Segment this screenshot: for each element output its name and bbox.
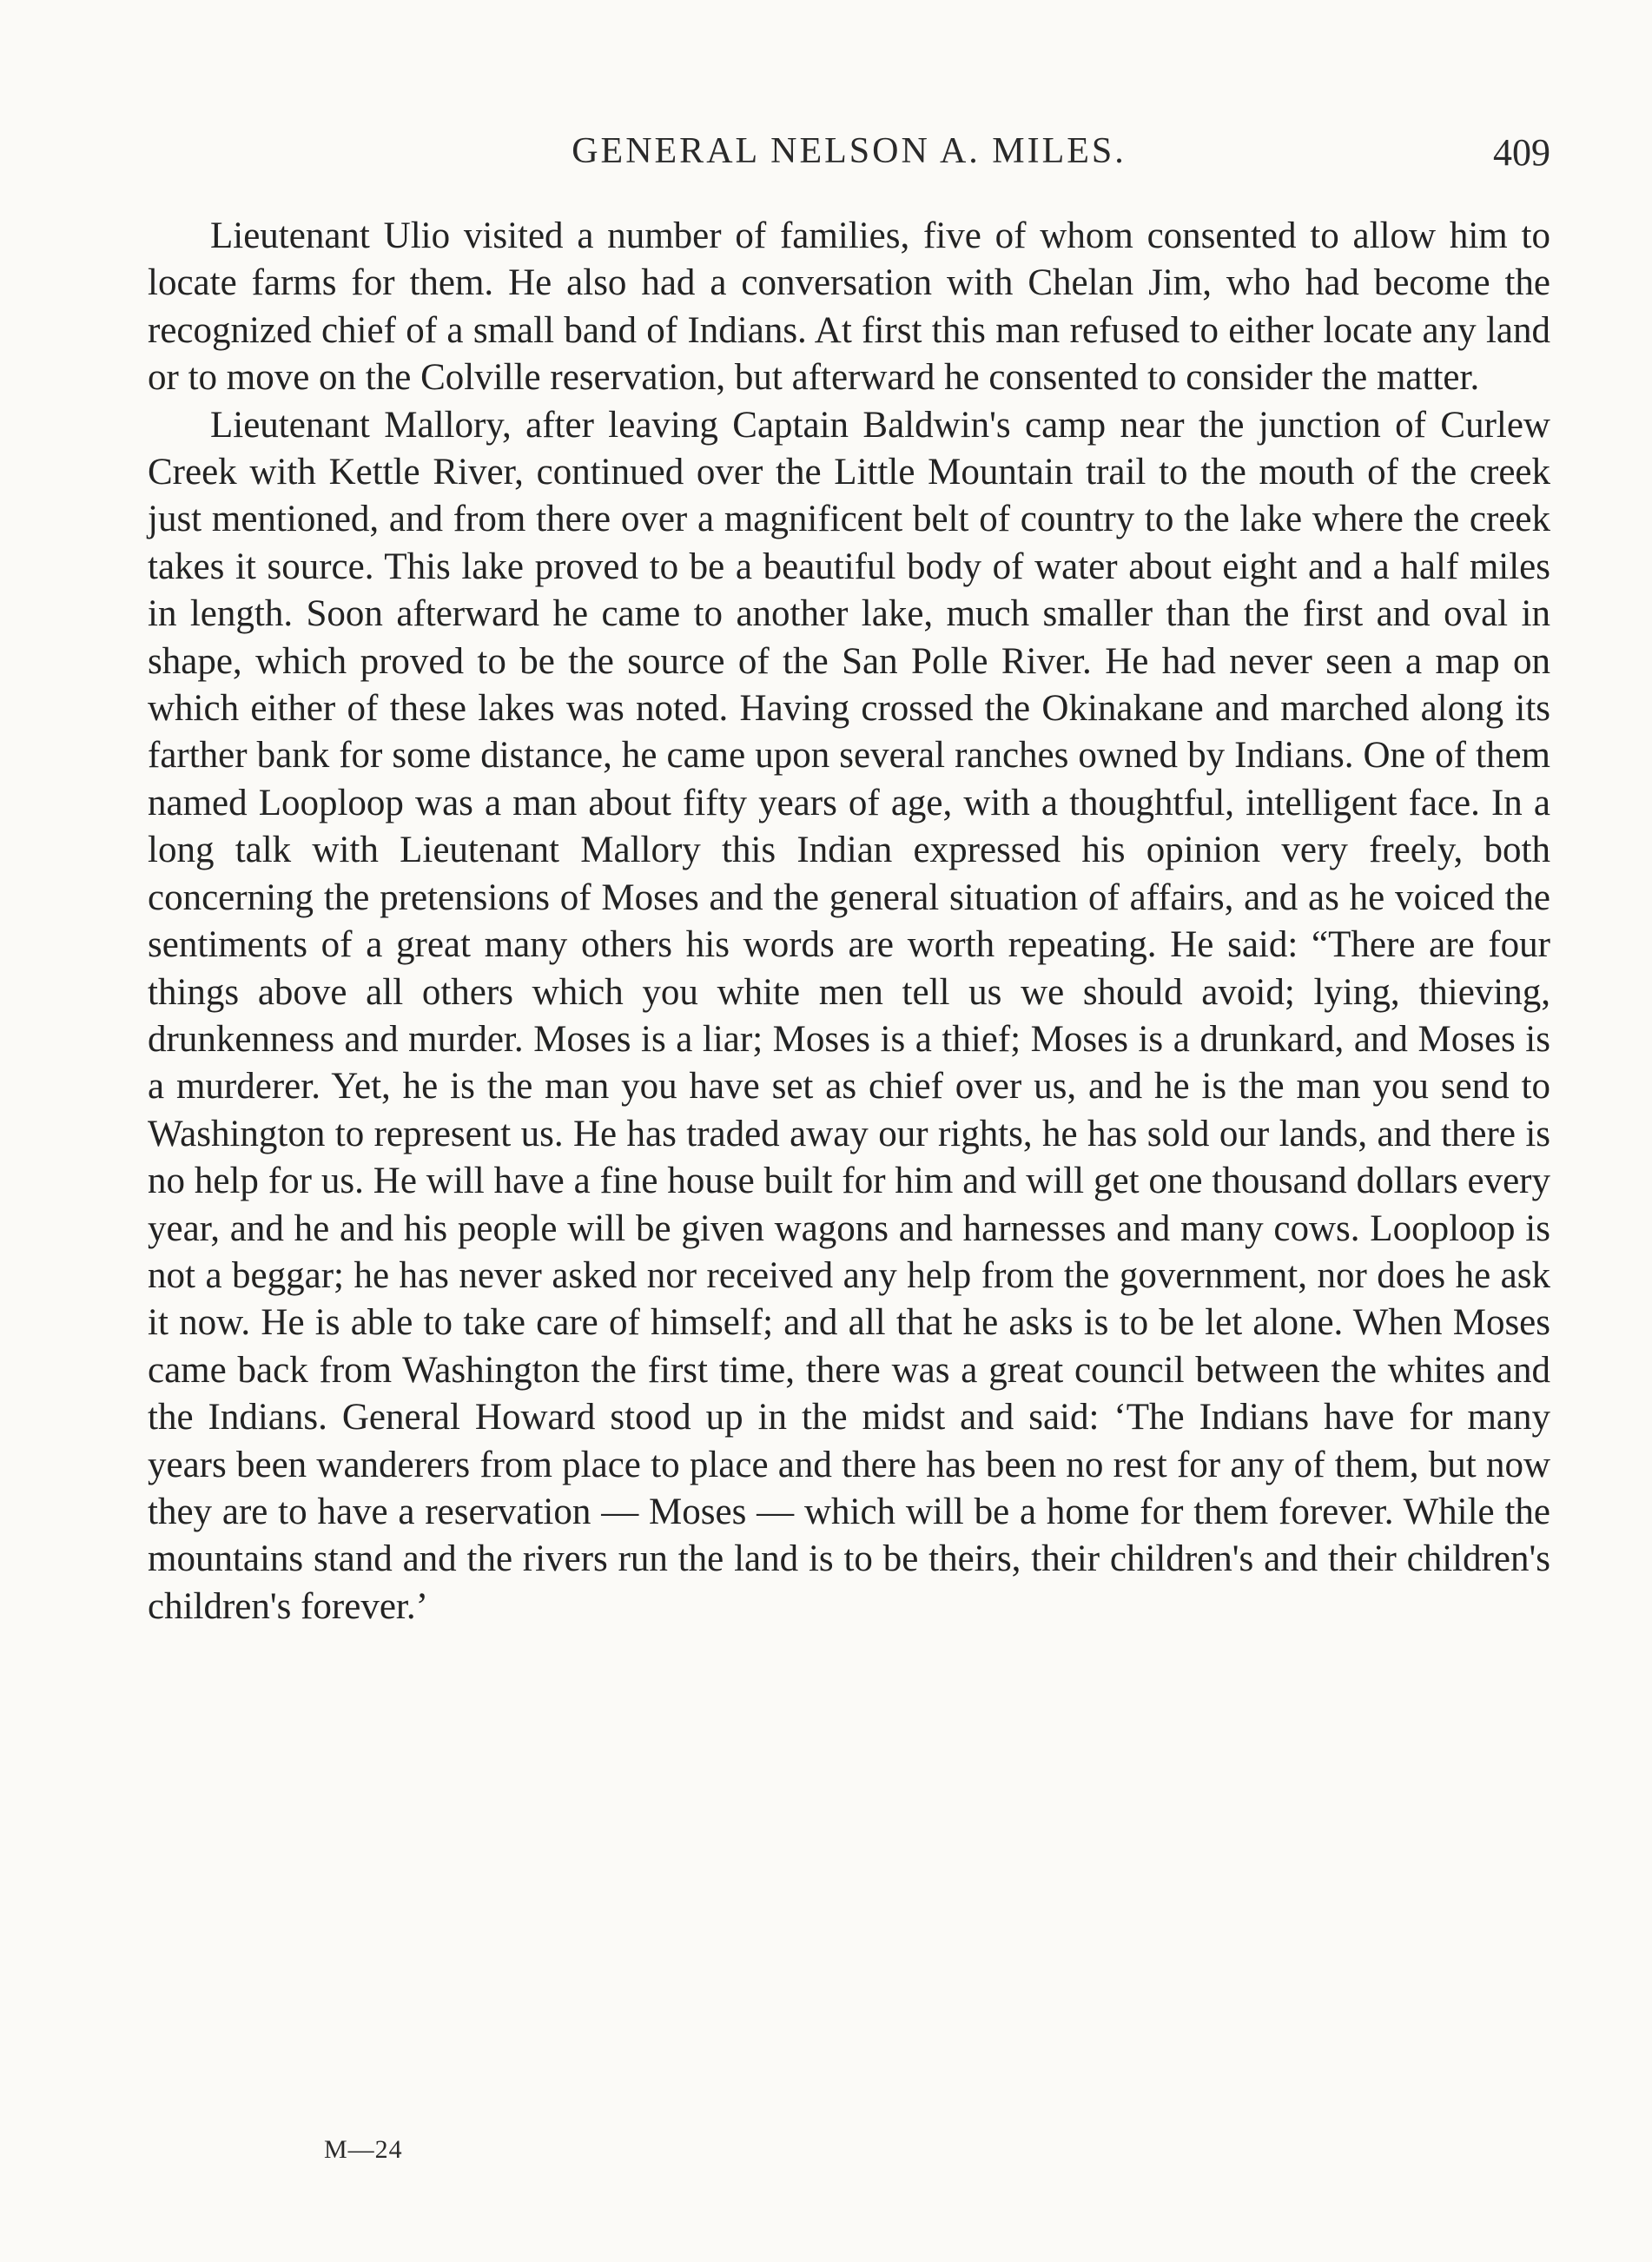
paragraph: Lieutenant Ulio visited a number of families, five of whom consented to allow him to locate farms for them. He also had a conversation with Chelan Jim, who had become the recognized chief of a small band of Indians. At first this man refused to either locate any land or to move on the Colville reservation, but afterward he consented to consider the matter. (148, 215, 1550, 399)
page-number: 409 (1493, 131, 1550, 174)
body-text (148, 213, 1550, 1630)
running-head (148, 130, 1550, 182)
signature-mark: M—24 (324, 2135, 403, 2164)
running-title: GENERAL NELSON A. MILES. (572, 131, 1127, 171)
paragraph: Lieutenant Mallory, after leaving Captain Baldwin's camp near the junction of Curlew Creek with Kettle River, continued over the Little Mountain trail to the mouth of the creek just mentioned, and from there over a magnificent belt of country to the lake where the creek takes it source. This lake proved to be a beautiful body of water about eight and a half miles in length. Soon afterward he came to another lake, much smaller than the first and oval in shape, which proved to be the source of the San Polle River. He had never seen a map on which either of these lakes was noted. Having crossed the Okinakane and marched along its farther bank for some distance, he came upon several ranches owned by Indians. One of them named Looploop was a man about fifty years of age, with a thoughtful, intelligent face. In a long talk with Lieutenant Mallory this Indian expressed his opinion very freely, both concerning the pretensions of Moses and the general situation of affairs, and as he voiced the sentiments of a great many others his words are worth repeating. He said: “There are four things above all others which you white men tell us we should avoid; lying, thieving, drunkenness and murder. Moses is a liar; Moses is a thief; Moses is a drunkard, and Moses is a murderer. Yet, he is the man you have set as chief over us, and he is the man you send to Washington to represent us. He has traded away our rights, he has sold our lands, and there is no help for us. He will have a fine house built for him and will get one thousand dollars every year, and he and his people will be given wagons and harnesses and many cows. Looploop is not a beggar; he has never asked nor received any help from the government, nor does he ask it now. He is able to take care of himself; and all that he asks is to be let alone. When Moses came back from Washington the first time, there was a great council between the whites and the Indians. General Howard stood up in the midst and said: ‘The Indians have for many years been wanderers from place to place and there has been no rest for any of them, but now they are to have a reservation — Moses — which will be a home for them forever. While the mountains stand and the rivers run the land is to be theirs, their children's and their children's children's forever.’ (148, 404, 1550, 1627)
